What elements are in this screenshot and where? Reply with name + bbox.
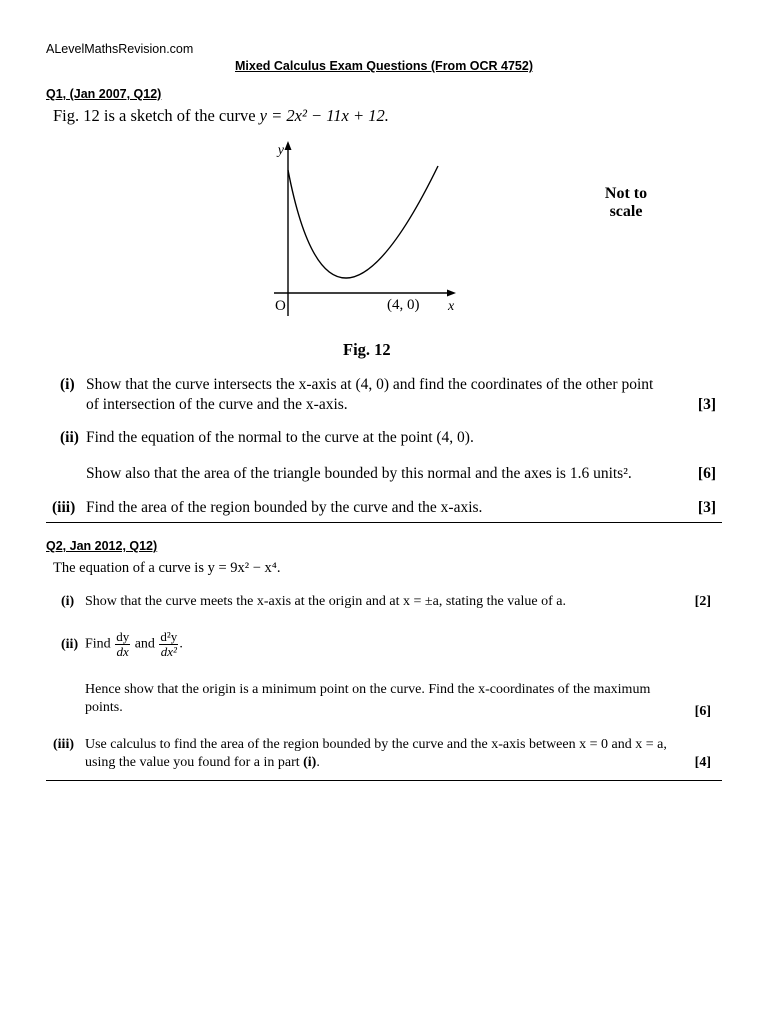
part-label: (i)	[61, 594, 75, 609]
q2-part-ii	[61, 630, 711, 717]
section-divider-bottom	[46, 780, 722, 781]
part-text-line1: Use calculus to find the area of the region bounded by the curve and the x-axis between x = 0 and x = a,	[85, 737, 667, 752]
x-axis-label: x	[448, 299, 455, 314]
q2-part-ii-find-line	[61, 630, 711, 659]
fraction-d2y-dx2	[159, 630, 178, 659]
not-to-scale-line2: scale	[609, 203, 643, 220]
part-text-line2: Show also that the area of the triangle bounded by this normal and the axes is 1.6 units².	[86, 465, 632, 482]
q1-intro	[53, 106, 389, 126]
q1-part-ii	[60, 428, 720, 484]
fraction-denominator: dx	[116, 644, 129, 659]
marks-badge: [2]	[694, 594, 711, 609]
part-text-line2: of intersection of the curve and the x-axis.	[86, 396, 348, 413]
part-text-line2	[53, 755, 320, 770]
figure-caption: Fig. 12	[343, 340, 391, 359]
q1-part-i	[60, 375, 720, 415]
parabola-curve	[288, 166, 438, 278]
line2-text: using the value you found for a in part	[85, 755, 304, 770]
part-ref: (i)	[303, 755, 317, 770]
root-point-label: (4, 0)	[387, 297, 420, 313]
part-text-line1: Find the area of the region bounded by the curve and the x-axis.	[86, 499, 483, 516]
section-divider	[46, 522, 722, 523]
q1-intro-text: Fig. 12 is a sketch of the curve	[53, 106, 260, 125]
fig12-sketch	[270, 138, 470, 323]
q1-heading: Q1, (Jan 2007, Q12)	[46, 87, 162, 101]
x-axis-arrow	[447, 290, 456, 297]
part-text-line1: Find the equation of the normal to the curve at the point (4, 0).	[86, 429, 474, 446]
fraction-numerator: d²y	[160, 629, 178, 644]
origin-label: O	[275, 298, 286, 314]
document-title: Mixed Calculus Exam Questions (From OCR 4752)	[235, 59, 533, 73]
q2-intro: The equation of a curve is y = 9x² − x⁴.	[53, 560, 281, 576]
y-axis-arrow	[285, 141, 292, 150]
q2-part-iii	[53, 736, 711, 772]
fraction-denominator: dx²	[160, 644, 177, 659]
find-text: Find	[85, 636, 111, 652]
part-label: (ii)	[61, 636, 79, 652]
not-to-scale-line1: Not to	[604, 185, 648, 202]
marks-badge: [6]	[694, 704, 711, 719]
marks-badge: [6]	[697, 465, 716, 482]
q1-intro-equation: y = 2x² − 11x + 12.	[259, 106, 389, 125]
marks-badge: [3]	[697, 396, 716, 413]
part-label: (iii)	[53, 737, 74, 752]
and-text: and	[134, 636, 155, 652]
fraction-dy-dx	[115, 630, 130, 659]
marks-badge: [4]	[694, 755, 711, 770]
not-to-scale-note	[586, 185, 666, 221]
part-text-line3: points.	[85, 700, 123, 715]
marks-badge: [3]	[697, 499, 716, 516]
fraction-numerator: dy	[116, 629, 130, 644]
q2-heading: Q2, Jan 2012, Q12)	[46, 539, 158, 553]
y-axis-label: y	[277, 143, 284, 158]
part-label: (iii)	[52, 499, 76, 516]
line2-end: .	[316, 755, 320, 770]
q2-part-i	[61, 593, 711, 611]
part-text-line1: Show that the curve meets the x-axis at the origin and at x = ±a, stating the value of a.	[85, 594, 566, 609]
part-text-line2: Hence show that the origin is a minimum point on the curve. Find the x-coordinates of the maximum	[85, 682, 651, 697]
end-punct: .	[179, 636, 183, 652]
q1-part-iii	[52, 498, 720, 518]
part-text-line1: Show that the curve intersects the x-axis at (4, 0) and find the coordinates of the other point	[86, 376, 654, 393]
site-name: ALevelMathsRevision.com	[46, 42, 194, 56]
part-label: (i)	[60, 376, 75, 393]
part-label: (ii)	[60, 429, 79, 446]
